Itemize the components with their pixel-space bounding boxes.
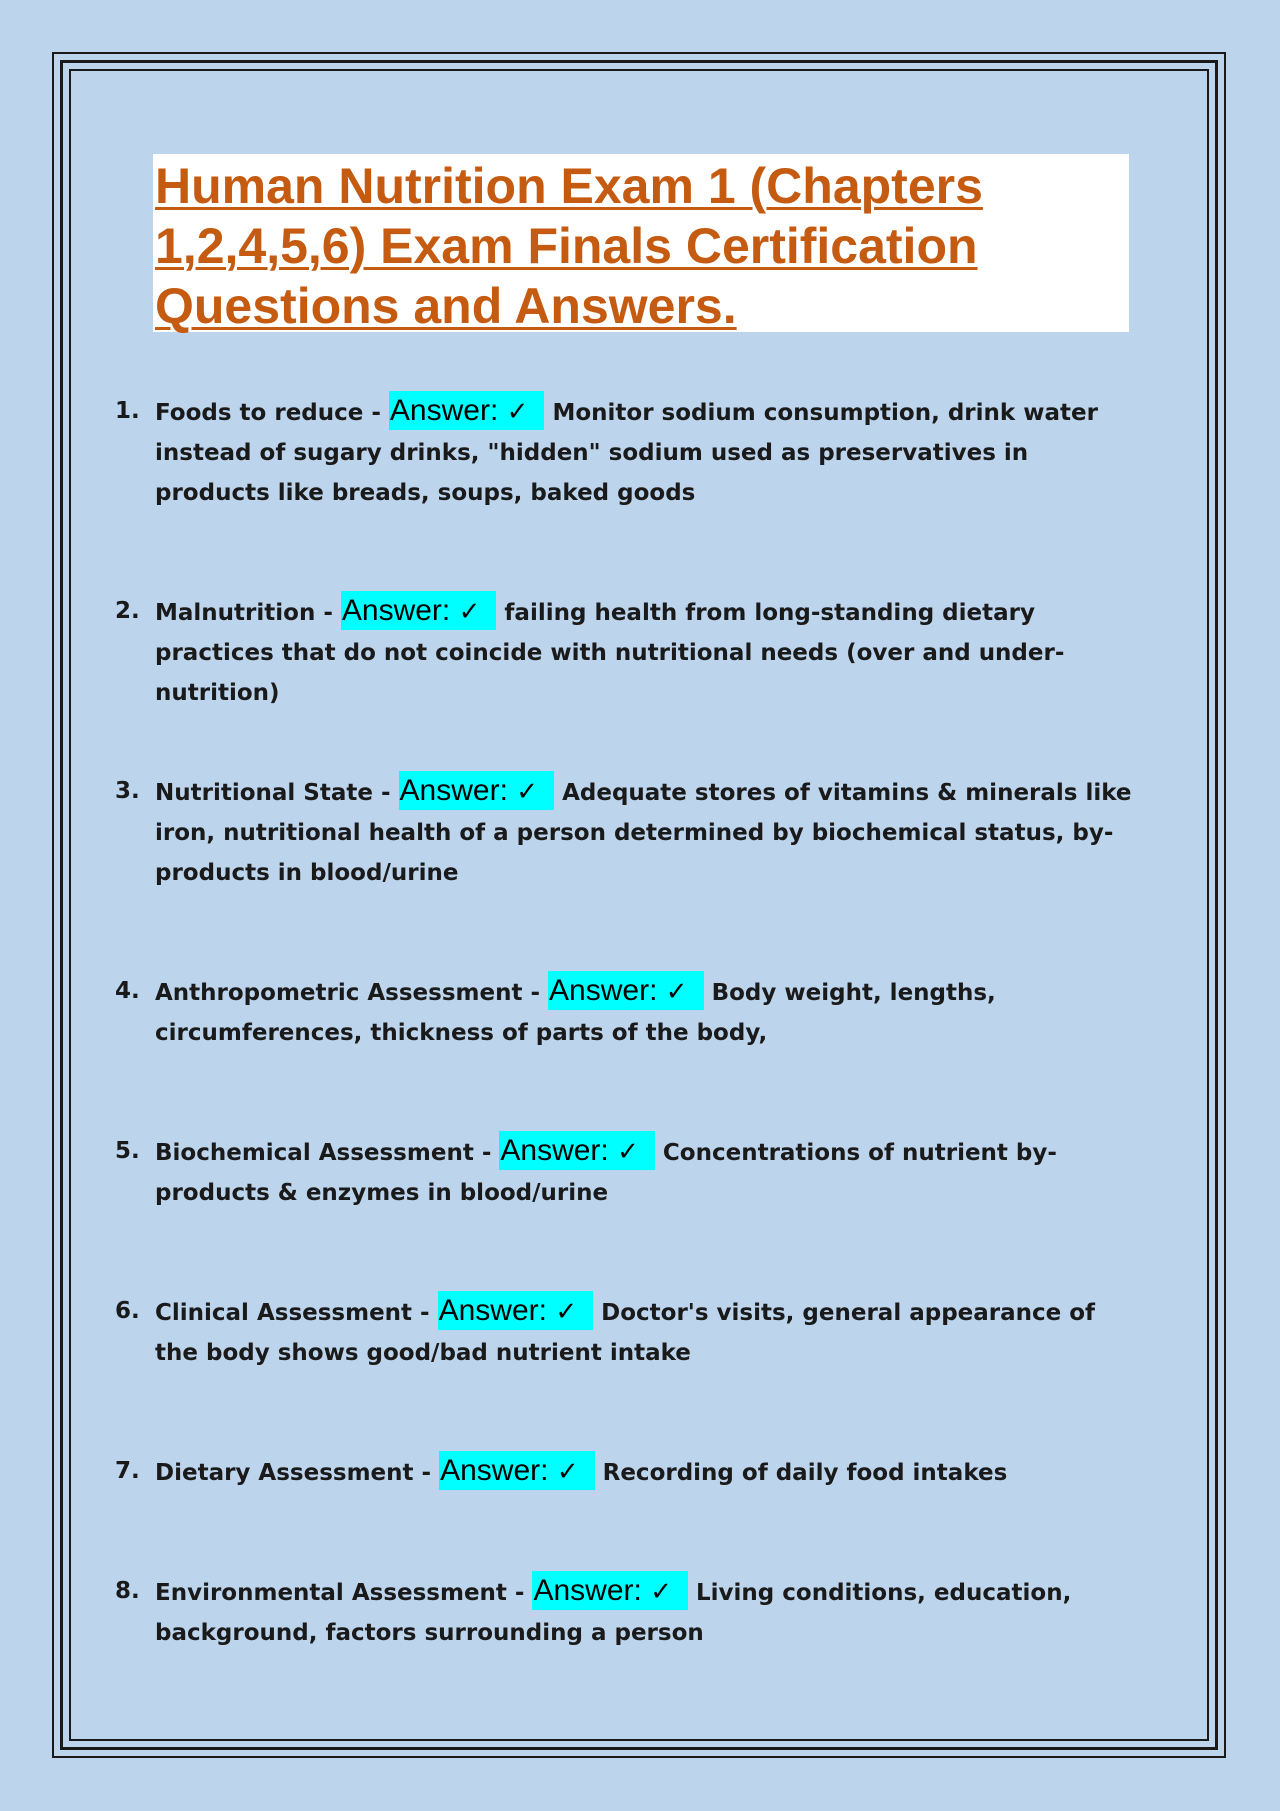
item-number: 7. (115, 1458, 140, 1484)
qa-item: 2. Malnutrition - Answer: ✓ failing health from long-standing dietary practices that do not coincide with nutritional needs (over and under-nutrition) (100, 591, 1140, 713)
qa-item: 7. Dietary Assessment - Answer: ✓ Recording of daily food intakes (100, 1451, 1140, 1493)
answer-label: Answer: ✓ (389, 391, 545, 430)
item-answer: Adequate stores of vitamins & minerals like iron, nutritional health of a person determined by biochemical status, by-products in blood/urine (155, 780, 1132, 886)
answer-label: Answer: ✓ (439, 1451, 595, 1490)
answer-label: Answer: ✓ (548, 971, 704, 1010)
qa-item: 3. Nutritional State - Answer: ✓ Adequate stores of vitamins & minerals like iron, nutritional health of a person determined by biochemical status, by-products in blood/urine (100, 771, 1140, 893)
check-icon: ✓ (556, 1457, 579, 1487)
item-answer: Recording of daily food intakes (602, 1460, 1008, 1486)
item-number: 6. (115, 1298, 140, 1324)
item-answer: Doctor's visits, general appearance of the body shows good/bad nutrient intake (155, 1300, 1096, 1366)
item-number: 8. (115, 1578, 140, 1604)
item-term: Dietary Assessment (155, 1460, 414, 1486)
check-icon: ✓ (617, 1137, 639, 1167)
check-icon: ✓ (506, 397, 529, 427)
check-icon: ✓ (665, 977, 688, 1007)
answer-label: Answer: ✓ (399, 771, 555, 810)
title-box (153, 154, 1129, 332)
check-icon: ✓ (458, 597, 481, 627)
item-answer: Body weight, lengths, circumferences, thickness of parts of the body, (155, 980, 996, 1046)
item-number: 4. (115, 978, 140, 1004)
item-answer: Living conditions, education, background, factors surrounding a person (155, 1580, 1072, 1646)
item-term: Malnutrition (155, 600, 316, 626)
qa-item: 1. Foods to reduce - Answer: ✓ Monitor sodium consumption, drink water instead of sugary drinks, "hidden" sodium used as preservatives in products like breads, soups, baked goods (100, 391, 1140, 513)
item-answer: Concentrations of nutrient by-products & enzymes in blood/urine (155, 1140, 1057, 1206)
qa-list (100, 391, 1140, 1731)
check-icon: ✓ (516, 777, 539, 807)
check-icon: ✓ (650, 1577, 672, 1607)
answer-label: Answer: ✓ (499, 1131, 655, 1170)
check-icon: ✓ (555, 1297, 578, 1327)
qa-item: 6. Clinical Assessment - Answer: ✓ Doctor's visits, general appearance of the body shows good/bad nutrient intake (100, 1291, 1140, 1373)
item-number: 3. (115, 778, 140, 804)
page-title: Human Nutrition Exam 1 (Chapters 1,2,4,5,6) Exam Finals Certification Questions and Answers. (155, 158, 983, 334)
qa-item: 4. Anthropometric Assessment - Answer: ✓ Body weight, lengths, circumferences, thickness of parts of the body, (100, 971, 1140, 1053)
item-term: Clinical Assessment (155, 1300, 413, 1326)
item-number: 2. (115, 598, 140, 624)
answer-label: Answer: ✓ (438, 1291, 594, 1330)
qa-item: 8. Environmental Assessment - Answer: ✓ Living conditions, education, background, factors surrounding a person (100, 1571, 1140, 1653)
item-term: Biochemical Assessment (155, 1140, 474, 1166)
item-answer: Monitor sodium consumption, drink water instead of sugary drinks, "hidden" sodium used as preservatives in products like breads, soups, baked goods (155, 400, 1098, 506)
item-term: Anthropometric Assessment (155, 980, 523, 1006)
qa-item: 5. Biochemical Assessment - Answer: ✓ Concentrations of nutrient by-products & enzymes in blood/urine (100, 1131, 1140, 1213)
item-term: Foods to reduce (155, 400, 364, 426)
item-number: 5. (115, 1138, 140, 1164)
answer-label: Answer: ✓ (341, 591, 497, 630)
item-answer: failing health from long-standing dietary practices that do not coincide with nutritional needs (over and under-nutrition) (155, 600, 1065, 706)
item-term: Nutritional State (155, 780, 373, 806)
item-number: 1. (115, 398, 140, 424)
answer-label: Answer: ✓ (532, 1571, 688, 1610)
item-term: Environmental Assessment (155, 1580, 507, 1606)
